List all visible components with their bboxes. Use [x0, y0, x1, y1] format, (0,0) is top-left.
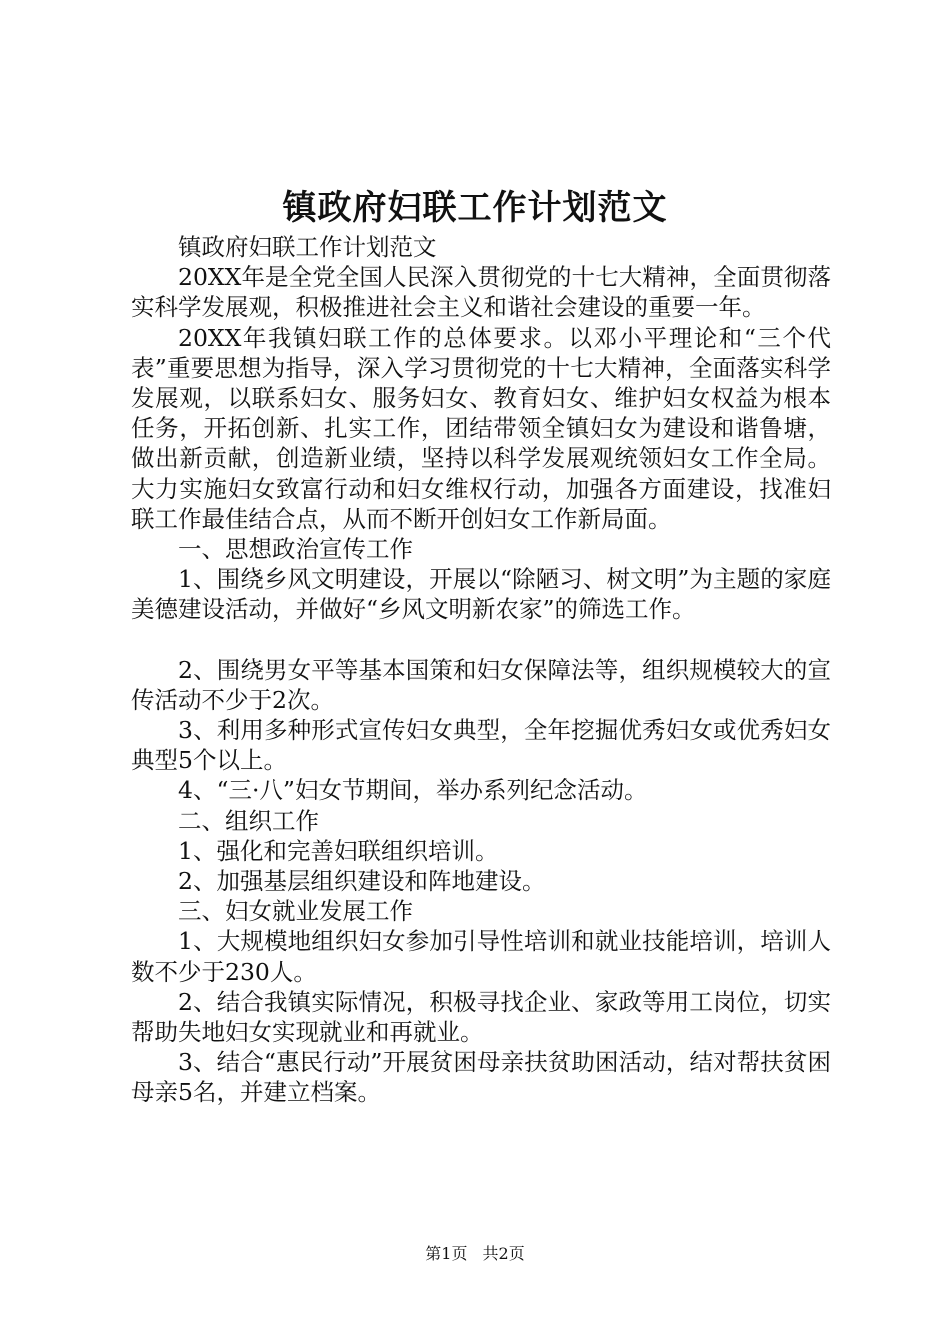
list-item: 4、“三·八”妇女节期间，举办系列纪念活动。: [178, 776, 648, 805]
document-title: 镇政府妇联工作计划范文: [282, 188, 668, 228]
paragraph-intro: 20XX年是全党全国人民深入贯彻党的十七大精神，全面贯彻落实科学发展观，积极推进社会主义和谐社会建设的重要一年。: [131, 263, 831, 322]
paragraph-requirements: 20XX年我镇妇联工作的总体要求。以邓小平理论和“三个代表”重要思想为指导，深入学习贯彻党的十七大精神，全面落实科学发展观，以联系妇女、服务妇女、教育妇女、维护妇女权益为根本任务，开拓创新、扎实工作，团结带领全镇妇女为建设和谐鲁塘，做出新贡献，创造新业绩，坚持以科学发展观统领妇女工作全局。大力实施妇女致富行动和妇女维权行动，加强各方面建设，找准妇联工作最佳结合点，从而不断开创妇女工作新局面。: [131, 323, 831, 533]
page-footer: [0, 1243, 950, 1265]
list-item: 1、强化和完善妇联组织培训。: [178, 836, 499, 865]
page-total: 共2页: [482, 1244, 525, 1263]
list-item: 2、围绕男女平等基本国策和妇女保障法等，组织规模较大的宣传活动不少于2次。: [131, 655, 831, 714]
document-body: [131, 232, 831, 1108]
section-heading-2: 二、组织工作: [178, 806, 319, 835]
list-item: 1、大规模地组织妇女参加引导性培训和就业技能培训，培训人数不少于230人。: [131, 927, 831, 986]
list-item: 3、结合“惠民行动”开展贫困母亲扶贫助困活动，结对帮扶贫困母亲5名，并建立档案。: [131, 1048, 831, 1107]
list-item: 1、围绕乡风文明建设，开展以“除陋习、树文明”为主题的家庭美德建设活动，并做好“乡风文明新农家”的筛选工作。: [131, 565, 831, 624]
page-number: 第1页: [425, 1244, 468, 1263]
section-heading-3: 三、妇女就业发展工作: [178, 897, 413, 926]
list-item: 3、利用多种形式宣传妇女典型，全年挖掘优秀妇女或优秀妇女典型5个以上。: [131, 716, 831, 775]
list-item: 2、加强基层组织建设和阵地建设。: [178, 867, 546, 896]
section-heading-1: 一、思想政治宣传工作: [178, 535, 413, 564]
list-item: 2、结合我镇实际情况，积极寻找企业、家政等用工岗位，切实帮助失地妇女实现就业和再就业。: [131, 987, 831, 1047]
paragraph-subtitle: 镇政府妇联工作计划范文: [178, 233, 437, 261]
